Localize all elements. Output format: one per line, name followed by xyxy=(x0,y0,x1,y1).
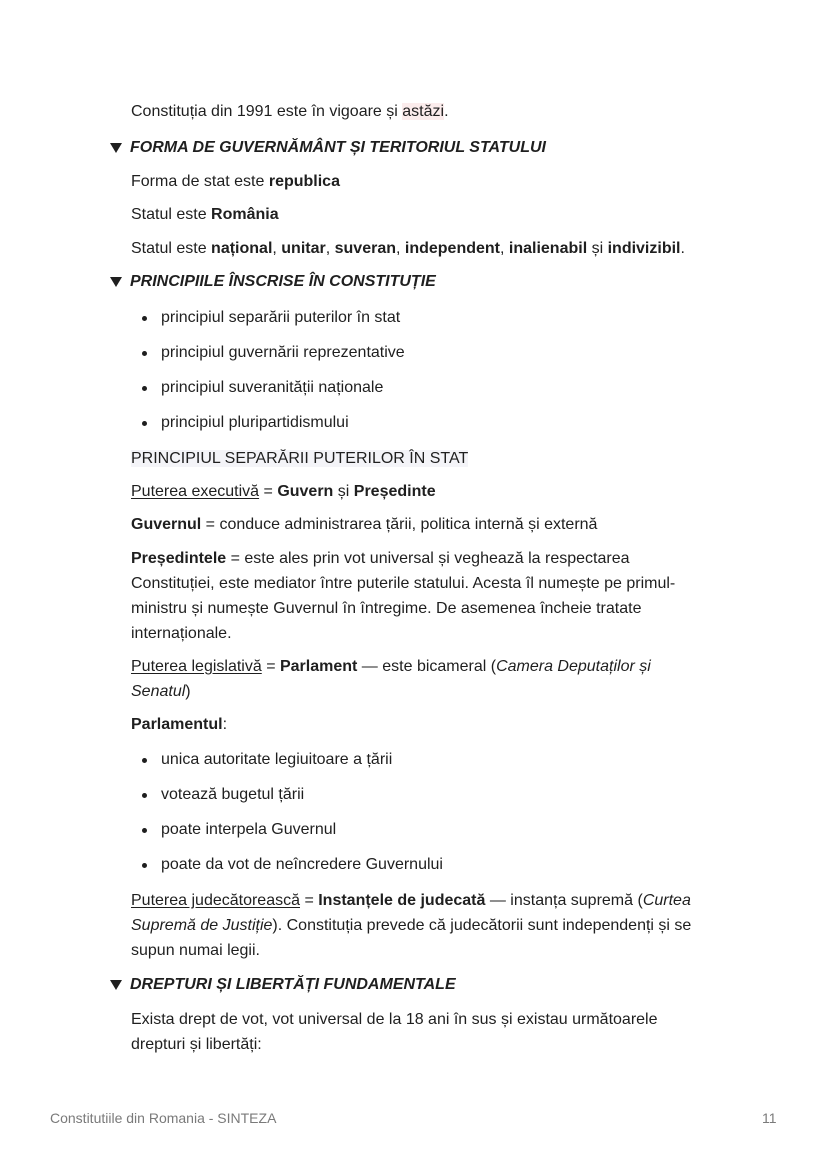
intro-text: Constituția din 1991 este în vigoare și xyxy=(131,103,403,120)
judecatoreasca-text: — instanța supremă ( xyxy=(485,892,643,909)
legislativa-paragraph xyxy=(131,654,711,704)
bullet-icon xyxy=(142,863,147,868)
bullet-icon xyxy=(142,316,147,321)
attr-sep: , xyxy=(272,240,282,257)
attr-indivizibil: indivizibil xyxy=(607,240,681,257)
executiva-guvern: Guvern xyxy=(277,483,334,500)
parlamentul-bold: Parlamentul xyxy=(131,716,223,733)
guvernul-text: = conduce administrarea țării, politica internă și externă xyxy=(201,516,598,533)
list-item xyxy=(142,342,405,364)
attr-sep: , xyxy=(500,240,509,257)
collapse-triangle-icon[interactable] xyxy=(110,277,122,287)
judecatoreasca-label: Puterea judecătorească xyxy=(131,892,300,909)
intro-paragraph xyxy=(131,99,731,124)
bullet-icon xyxy=(142,421,147,426)
attr-sep: , xyxy=(396,240,405,257)
footer-title: Constitutiile din Romania - SINTEZA xyxy=(50,1110,277,1126)
legislativa-italic: Camera Deputaților și Senatul xyxy=(131,658,651,700)
section-heading-drepturi[interactable] xyxy=(110,974,750,996)
subheading-text: PRINCIPIUL SEPARĂRII PUTERILOR ÎN STAT xyxy=(131,450,469,467)
attr-unitar: unitar xyxy=(281,240,326,257)
attr-prefix: Statul este xyxy=(131,240,212,257)
attr-inalienabil: inalienabil xyxy=(508,240,588,257)
bullet-icon xyxy=(142,758,147,763)
judecatoreasca-bold: Instanțele de judecată xyxy=(318,892,486,909)
attr-suveran: suveran xyxy=(334,240,396,257)
drepturi-paragraph xyxy=(131,1007,701,1057)
list-item xyxy=(142,854,443,876)
statul-paragraph xyxy=(131,202,731,227)
intro-highlight: astăzi xyxy=(402,103,445,120)
section-heading-principii[interactable] xyxy=(110,271,750,293)
guvernul-paragraph xyxy=(131,512,731,537)
section-heading-text: DREPTURI ȘI LIBERTĂȚI FUNDAMENTALE xyxy=(130,976,456,993)
legislativa-text: — este bicameral ( xyxy=(357,658,497,675)
guvernul-bold: Guvernul xyxy=(131,516,202,533)
executiva-label: Puterea executivă xyxy=(131,483,260,500)
eq-sign: = xyxy=(300,892,319,909)
section-heading-forma[interactable] xyxy=(110,137,750,159)
legislativa-label: Puterea legislativă xyxy=(131,658,262,675)
list-item xyxy=(142,819,336,841)
list-item-text: unica autoritate legiuitoare a țării xyxy=(161,751,393,768)
parlamentul-paragraph xyxy=(131,712,731,737)
attr-national: național xyxy=(211,240,273,257)
section-heading-text: FORMA DE GUVERNĂMÂNT ȘI TERITORIUL STATULUI xyxy=(130,139,546,156)
legislativa-end: ) xyxy=(185,683,191,700)
list-item xyxy=(142,307,400,329)
list-item-text: principiul pluripartidismului xyxy=(161,414,349,431)
attr-independent: independent xyxy=(404,240,500,257)
collapse-triangle-icon[interactable] xyxy=(110,980,122,990)
eq-sign: = xyxy=(259,483,278,500)
attr-sep: , xyxy=(325,240,335,257)
forma-bold: republica xyxy=(268,173,340,190)
statul-prefix: Statul este xyxy=(131,206,212,223)
bullet-icon xyxy=(142,793,147,798)
bullet-icon xyxy=(142,386,147,391)
list-item-text: poate da vot de neîncredere Guvernului xyxy=(161,856,443,873)
legislativa-bold: Parlament xyxy=(279,658,358,675)
presedintele-bold: Președintele xyxy=(131,550,227,567)
page-number: 11 xyxy=(762,1110,777,1126)
attr-end: . xyxy=(680,240,685,257)
list-item xyxy=(142,377,383,399)
judecatoreasca-end: ). Constituția prevede că judecătorii sunt independenți și se supun numai legii. xyxy=(131,917,692,959)
collapse-triangle-icon[interactable] xyxy=(110,143,122,153)
statul-bold: România xyxy=(211,206,279,223)
attr-and: și xyxy=(587,240,608,257)
forma-prefix: Forma de stat este xyxy=(131,173,269,190)
bullet-icon xyxy=(142,828,147,833)
list-item-text: principiul separării puterilor în stat xyxy=(161,309,401,326)
list-item-text: poate interpela Guvernul xyxy=(161,821,337,838)
list-item xyxy=(142,784,304,806)
eq-sign: = xyxy=(261,658,280,675)
presedintele-paragraph xyxy=(131,546,716,646)
forma-paragraph xyxy=(131,169,731,194)
list-item xyxy=(142,749,392,771)
drepturi-text: Exista drept de vot, vot universal de la 18 ani în sus și existau următoarele drepturi și libertăți: xyxy=(131,1011,658,1053)
parlamentul-end: : xyxy=(222,716,228,733)
judecatoreasca-italic: Curtea Supremă de Justiție xyxy=(131,892,691,934)
intro-end: . xyxy=(444,103,449,120)
list-item-text: votează bugetul țării xyxy=(161,786,305,803)
presedintele-text: = este ales prin vot universal și veghează la respectarea Constituției, este mediator între puterile statului. Acesta îl numește pe primul-ministru și numește Guvernul în întregime. De asemenea încheie tratate internaționale. xyxy=(131,550,676,642)
section-heading-text: PRINCIPIILE ÎNSCRISE ÎN CONSTITUȚIE xyxy=(130,273,436,290)
subheading-separarii xyxy=(131,446,731,471)
bullet-icon xyxy=(142,351,147,356)
and-word: și xyxy=(333,483,354,500)
attributes-paragraph xyxy=(131,236,751,261)
list-item xyxy=(142,412,349,434)
judecatoreasca-paragraph xyxy=(131,888,726,963)
list-item-text: principiul guvernării reprezentative xyxy=(161,344,405,361)
executiva-presedinte: Președinte xyxy=(353,483,436,500)
executiva-paragraph xyxy=(131,479,731,504)
list-item-text: principiul suveranității naționale xyxy=(161,379,384,396)
